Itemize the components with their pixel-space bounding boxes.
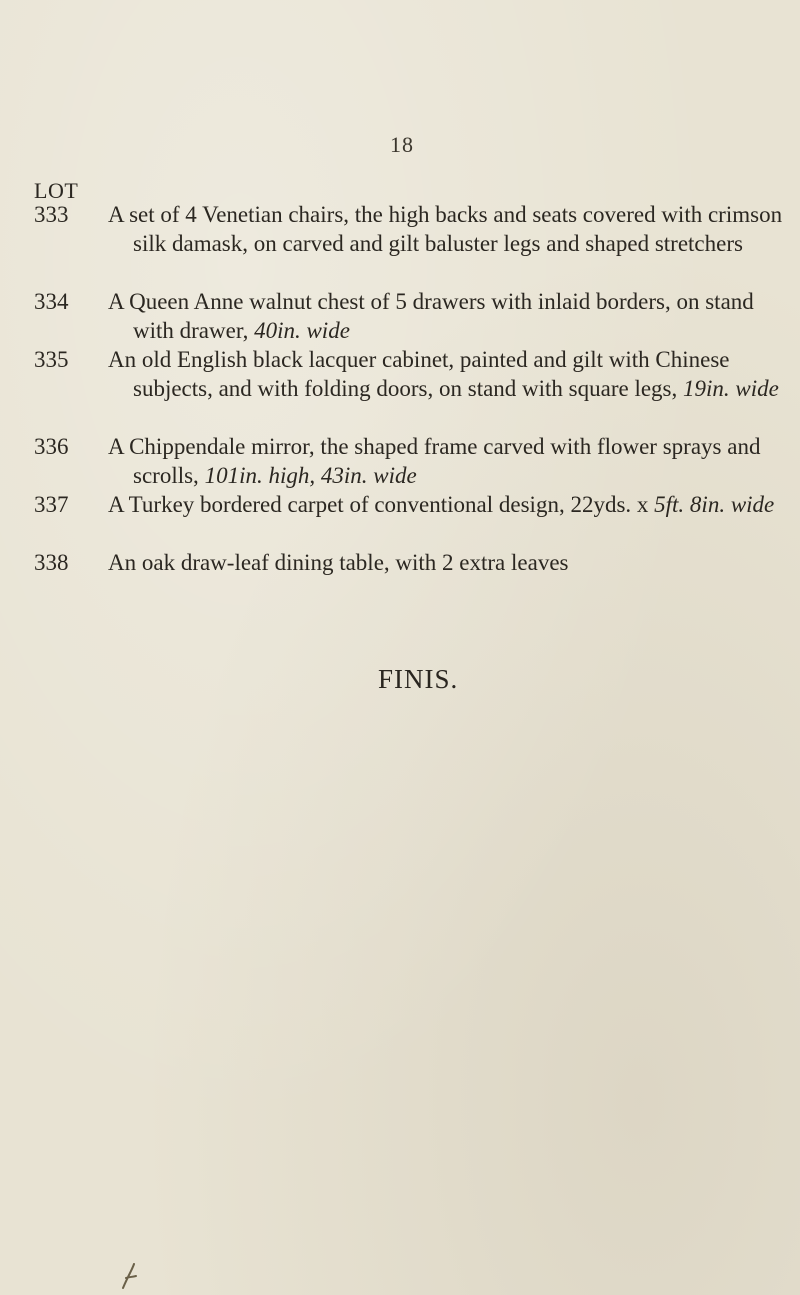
- lot-dimensions: 19in. wide: [683, 376, 779, 401]
- lot-column-heading: LOT: [34, 178, 79, 203]
- lot-description: [108, 345, 798, 403]
- lot-description: [108, 548, 798, 577]
- lot-dimensions: 5ft. 8in. wide: [654, 492, 775, 517]
- lot-number: 333: [34, 202, 69, 227]
- lot-description: [108, 287, 798, 345]
- lot-text: A set of 4 Venetian chairs, the high backs and seats covered with crimson silk damask, on carved and gilt baluster legs and shaped stretchers: [108, 202, 783, 256]
- lot-description: [108, 432, 798, 490]
- lot-number: 338: [34, 550, 69, 575]
- ink-mark-icon: [120, 1262, 142, 1292]
- lot-text: A Queen Anne walnut chest of 5 drawers with inlaid borders, on stand with drawer,: [108, 289, 754, 343]
- lot-dimensions: 101in. high, 43in. wide: [204, 463, 417, 488]
- lot-text: An old English black lacquer cabinet, painted and gilt with Chinese subjects, and with folding doors, on stand with square legs,: [108, 347, 730, 401]
- lot-number: 337: [34, 492, 69, 517]
- lot-number: 335: [34, 347, 69, 372]
- lot-number: 334: [34, 289, 69, 314]
- lot-text: An oak draw-leaf dining table, with 2 extra leaves: [108, 550, 569, 575]
- finis-text: FINIS.: [378, 664, 459, 694]
- lot-dimensions: 40in. wide: [254, 318, 350, 343]
- lot-description: [108, 200, 798, 258]
- lot-number: 336: [34, 434, 69, 459]
- page-number: 18: [390, 132, 414, 157]
- lot-text: A Chippendale mirror, the shaped frame carved with flower sprays and scrolls,: [108, 434, 761, 488]
- lot-description: [108, 490, 798, 519]
- lot-text: A Turkey bordered carpet of conventional design, 22yds. x: [108, 492, 655, 517]
